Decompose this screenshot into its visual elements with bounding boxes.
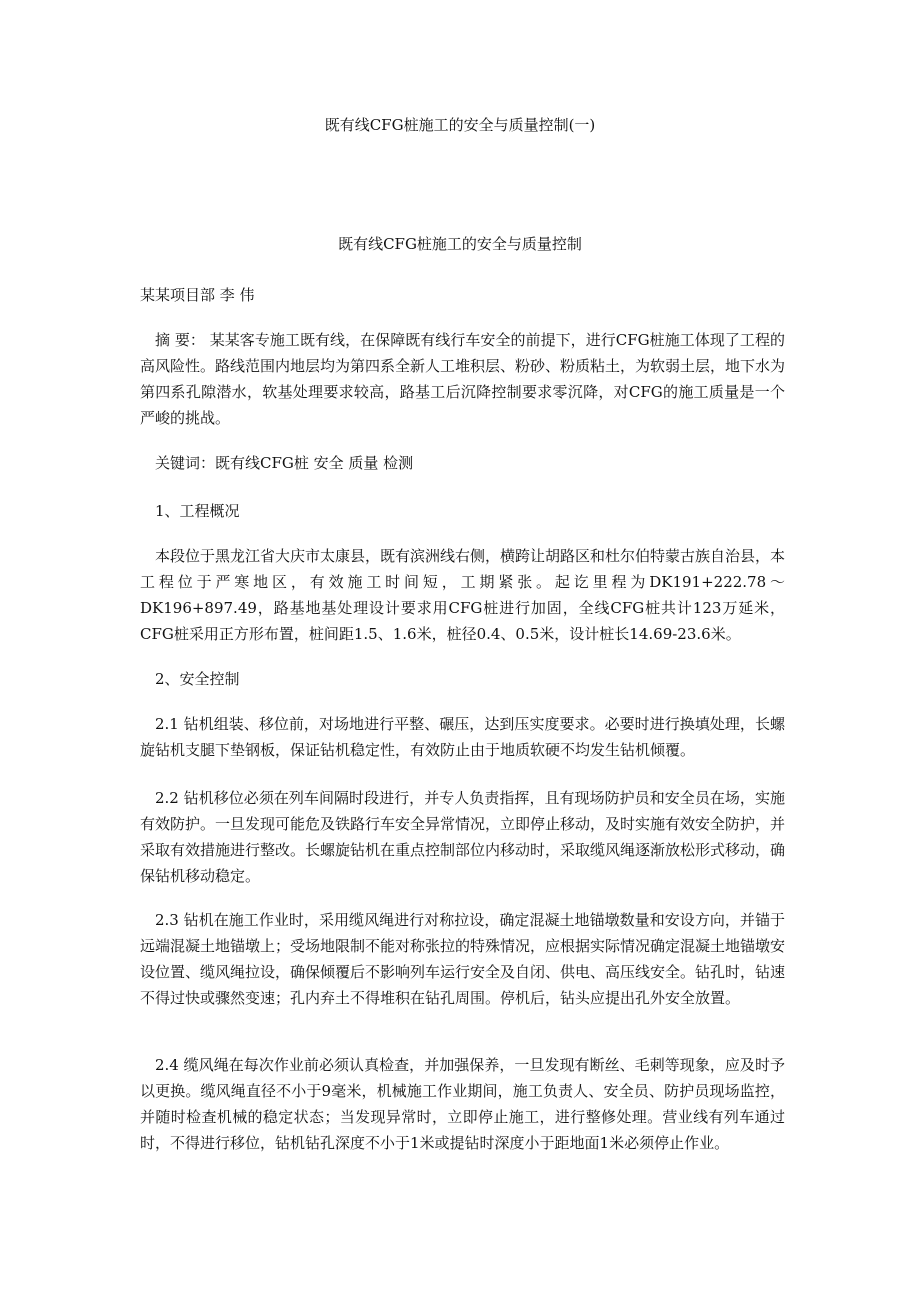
item-2-3-paragraph: 2.3 钻机在施工作业时，采用缆风绳进行对称拉设，确定混凝土地锚墩数量和安设方向，并锚于远端混凝土地锚墩上；受场地限制不能对称张拉的特殊情况，应根据实际情况确定混凝土地锚墩安设位置、缆风绳拉设，确保倾覆后不影响列车运行安全及自闭、供电、高压线安全。钻孔时，钻速不得过快或骤然变速；孔内弃土不得堆积在钻孔周围。停机后，钻头应提出孔外安全放置。 [140, 911, 786, 1007]
section-1-heading: 1、工程概况 [155, 502, 240, 520]
author-line: 某某项目部 李 伟 [140, 286, 255, 304]
item-2-2-paragraph: 2.2 钻机移位必须在列车间隔时段进行，并专人负责指挥，且有现场防护员和安全员在场，实施有效防护。一旦发现可能危及铁路行车安全异常情况，立即停止移动，及时实施有效安全防护，并采取有效措施进行整改。长螺旋钻机在重点控制部位内移动时，采取缆风绳逐渐放松形式移动，确保钻机移动稳定。 [140, 789, 786, 885]
item-2-4-paragraph: 2.4 缆风绳在每次作业前必须认真检查，并加强保养，一旦发现有断丝、毛刺等现象，应及时予以更换。缆风绳直径不小于9毫米，机械施工作业期间，施工负责人、安全员、防护员现场监控，并随时检查机械的稳定状态；当发现异常时，立即停止施工，进行整修处理。营业线有列车通过时，不得进行移位，钻机钻孔深度不小于1米或提钻时深度小于距地面1米必须停止作业。 [140, 1056, 785, 1152]
section-2-heading: 2、安全控制 [155, 670, 240, 688]
document-title: 既有线CFG桩施工的安全与质量控制(一) [324, 116, 596, 134]
keywords-line: 关键词：既有线CFG桩 安全 质量 检测 [155, 454, 414, 472]
abstract-paragraph: 摘 要： 某某客专施工既有线，在保障既有线行车安全的前提下，进行CFG桩施工体现了工程的高风险性。路线范围内地层均为第四系全新人工堆积层、粉砂、粉质粘土，为软弱土层，地下水为第四系孔隙潜水，软基处理要求较高，路基工后沉降控制要求零沉降，对CFG的施工质量是一个严峻的挑战。 [140, 331, 786, 427]
article-title: 既有线CFG桩施工的安全与质量控制 [338, 235, 582, 253]
section-1-paragraph: 本段位于黑龙江省大庆市太康县，既有滨洲线右侧，横跨让胡路区和杜尔伯特蒙古族自治县，本工程位于严寒地区，有效施工时间短，工期紧张。起讫里程为DK191+222.78～DK196+897.49，路基地基处理设计要求用CFG桩进行加固，全线CFG桩共计123万延米，CFG桩采用正方形布置，桩间距1.5、1.6米，桩径0.4、0.5米，设计桩长14.69-23.6米。 [140, 547, 786, 643]
item-2-1-paragraph: 2.1 钻机组装、移位前，对场地进行平整、碾压，达到压实度要求。必要时进行换填处理，长螺旋钻机支腿下垫钢板，保证钻机稳定性，有效防止由于地质软硬不均发生钻机倾覆。 [140, 715, 785, 759]
